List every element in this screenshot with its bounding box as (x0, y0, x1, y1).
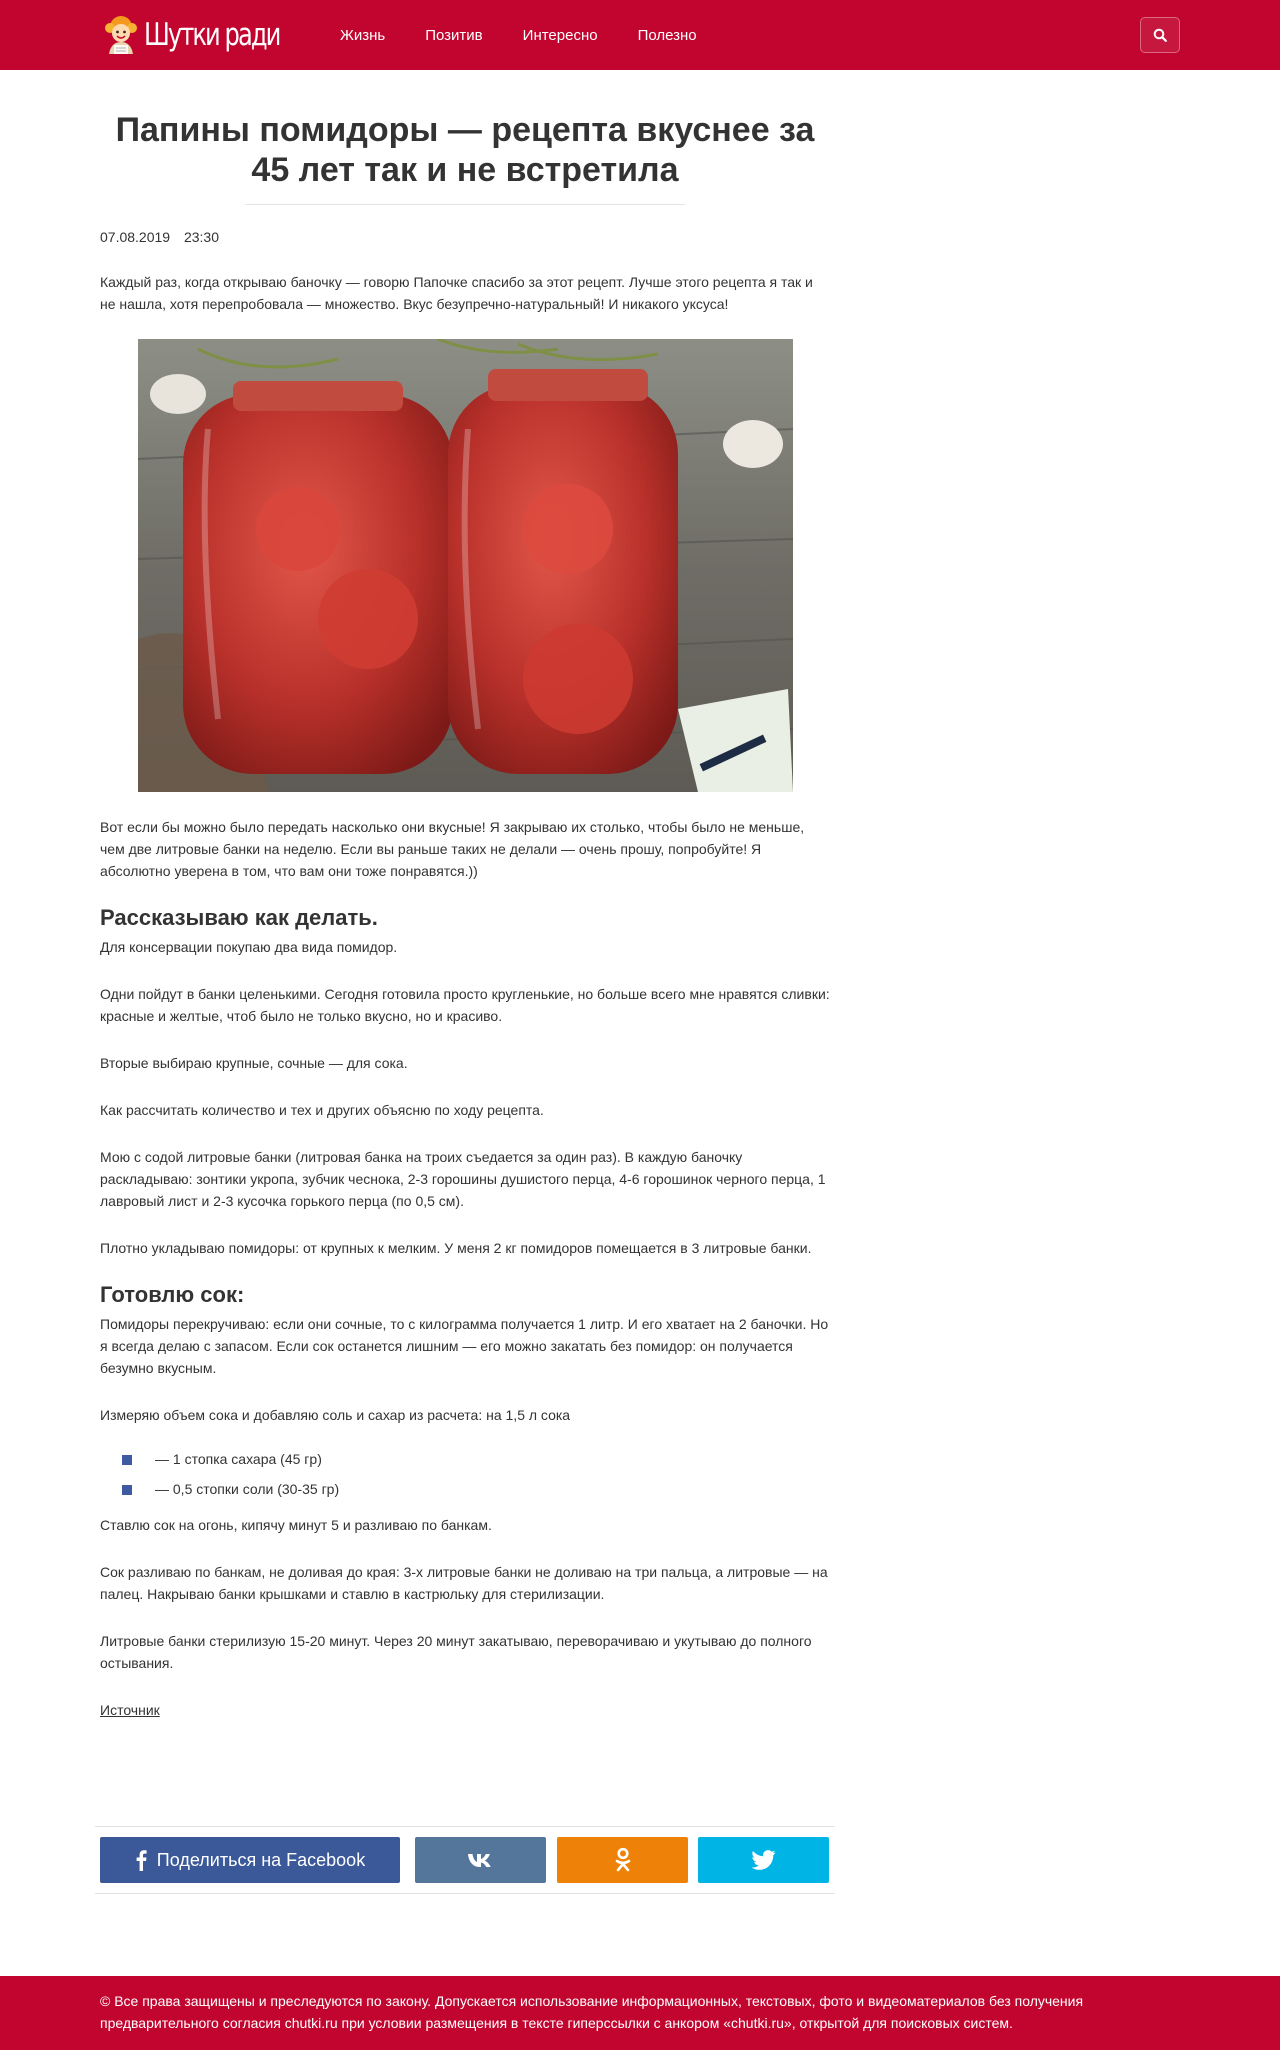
title-divider (245, 204, 685, 205)
paragraph-wash: Мою с содой литровые банки (литровая банка на троих съедается за один раз). В каждую баночку раскладываю: зонтики укропа, зубчик чеснока, 2-3 горошины душистого перца, 4-6 горошинок черного перца, 1 лавровый лист и 2-3 кусочка горького перца (по 0,5 см). (100, 1149, 826, 1209)
share-twitter-button[interactable] (698, 1837, 829, 1883)
main-nav (340, 0, 737, 70)
paragraph-second: Вторые выбираю крупные, сочные — для сока. (100, 1055, 408, 1071)
source-link[interactable]: Источник (100, 1702, 160, 1718)
nav-item-life[interactable]: Жизнь (340, 26, 386, 44)
nav-item-interesting[interactable]: Интересно (522, 26, 598, 44)
paragraph-count: Как рассчитать количество и тех и других объясню по ходу рецепта. (100, 1102, 544, 1118)
list-item: — 0,5 стопки соли (30-35 гр) (122, 1478, 830, 1500)
paragraph-measure: Измеряю объем сока и добавляю соль и сахар из расчета: на 1,5 л сока (100, 1407, 571, 1423)
paragraph-buy: Для консервации покупаю два вида помидор. (100, 939, 398, 955)
paragraph-boil: Ставлю сок на огонь, кипячу минут 5 и разливаю по банкам. (100, 1517, 492, 1533)
paragraph-after-photo: Вот если бы можно было передать насколько они вкусные! Я закрываю их столько, чтобы было не меньше, чем две литровые банки на неделю. Если вы раньше таких не делали — очень прошу, попробуйте! Я абсолютно уверена в том, что вам они тоже понравятся.)) (100, 819, 805, 879)
paragraph-pour: Сок разливаю по банкам, не доливая до края: 3-х литровые банки не доливаю на три пальца, а литровые — на палец. Накрываю банки крышками и ставлю в кастрюльку для стерилизации. (100, 1564, 828, 1602)
list-item: — 1 стопка сахара (45 гр) (122, 1448, 830, 1470)
paragraph-sterilize: Литровые банки стерилизую 15-20 минут. Через 20 минут закатываю, переворачиваю и укутываю до полного остывания. (100, 1633, 812, 1671)
article-title: Папины помидоры — рецепта вкуснее за 45 лет так и не встретила (115, 111, 815, 189)
heading-how-to: Рассказываю как делать. (100, 905, 378, 930)
footer-copyright: © Все права защищены и преследуются по закону. Допускается использование информационных, текстовых, фото и видеоматериалов без получения предварительного согласия chutki.ru при условии размещения в тексте гиперссылки с анкором «chutki.ru», открытой для поисковых систем. (100, 1993, 1084, 2031)
article-date: 07.08.2019 (100, 229, 171, 245)
paragraph-pack: Плотно укладываю помидоры: от крупных к мелким. У меня 2 кг помидоров помещается в 3 литровые банки. (100, 1240, 812, 1256)
mascot-logo-icon (100, 14, 142, 56)
search-button[interactable] (1140, 17, 1180, 53)
site-logo[interactable] (100, 12, 318, 58)
share-facebook-button[interactable] (100, 1837, 400, 1883)
paragraph-whole: Одни пойдут в банки целенькими. Сегодня готовила просто кругленькие, но больше всего мне нравятся сливки: красные и желтые, чтоб было не только вкусно, но и красиво. (100, 986, 830, 1024)
article-meta (100, 227, 830, 247)
vk-icon (467, 1852, 495, 1868)
nav-item-positive[interactable]: Позитив (425, 26, 483, 44)
twitter-icon (752, 1850, 776, 1870)
site-header (0, 0, 1280, 70)
article-photo-tomato-jars (138, 339, 793, 792)
share-vk-button[interactable] (415, 1837, 546, 1883)
site-footer (0, 1976, 1280, 2050)
share-bar (95, 1826, 835, 1894)
search-icon (1153, 28, 1167, 42)
paragraph-grind: Помидоры перекручиваю: если они сочные, то с килограмма получается 1 литр. И его хватает на 2 баночки. Но я всегда делаю с запасом. Если сок останется лишним — его можно закатать без помидор: он получается безумно вкусным. (100, 1316, 829, 1376)
intro-paragraph: Каждый раз, когда открываю баночку — говорю Папочке спасибо за этот рецепт. Лучше этого рецепта я так и не нашла, хотя перепробовала — множество. Вкус безупречно-натуральный! И никакого уксуса! (100, 274, 813, 312)
logo-text: Шутки ради (144, 17, 280, 53)
share-ok-button[interactable] (557, 1837, 688, 1883)
nav-item-useful[interactable]: Полезно (637, 26, 697, 44)
facebook-icon (135, 1849, 147, 1871)
ingredients-list (100, 1448, 830, 1500)
article-time: 23:30 (183, 229, 220, 245)
article (100, 110, 830, 1721)
heading-juice: Готовлю сок: (100, 1282, 245, 1307)
share-facebook-label: Поделиться на Facebook (156, 1849, 366, 1870)
odnoklassniki-icon (615, 1847, 631, 1873)
